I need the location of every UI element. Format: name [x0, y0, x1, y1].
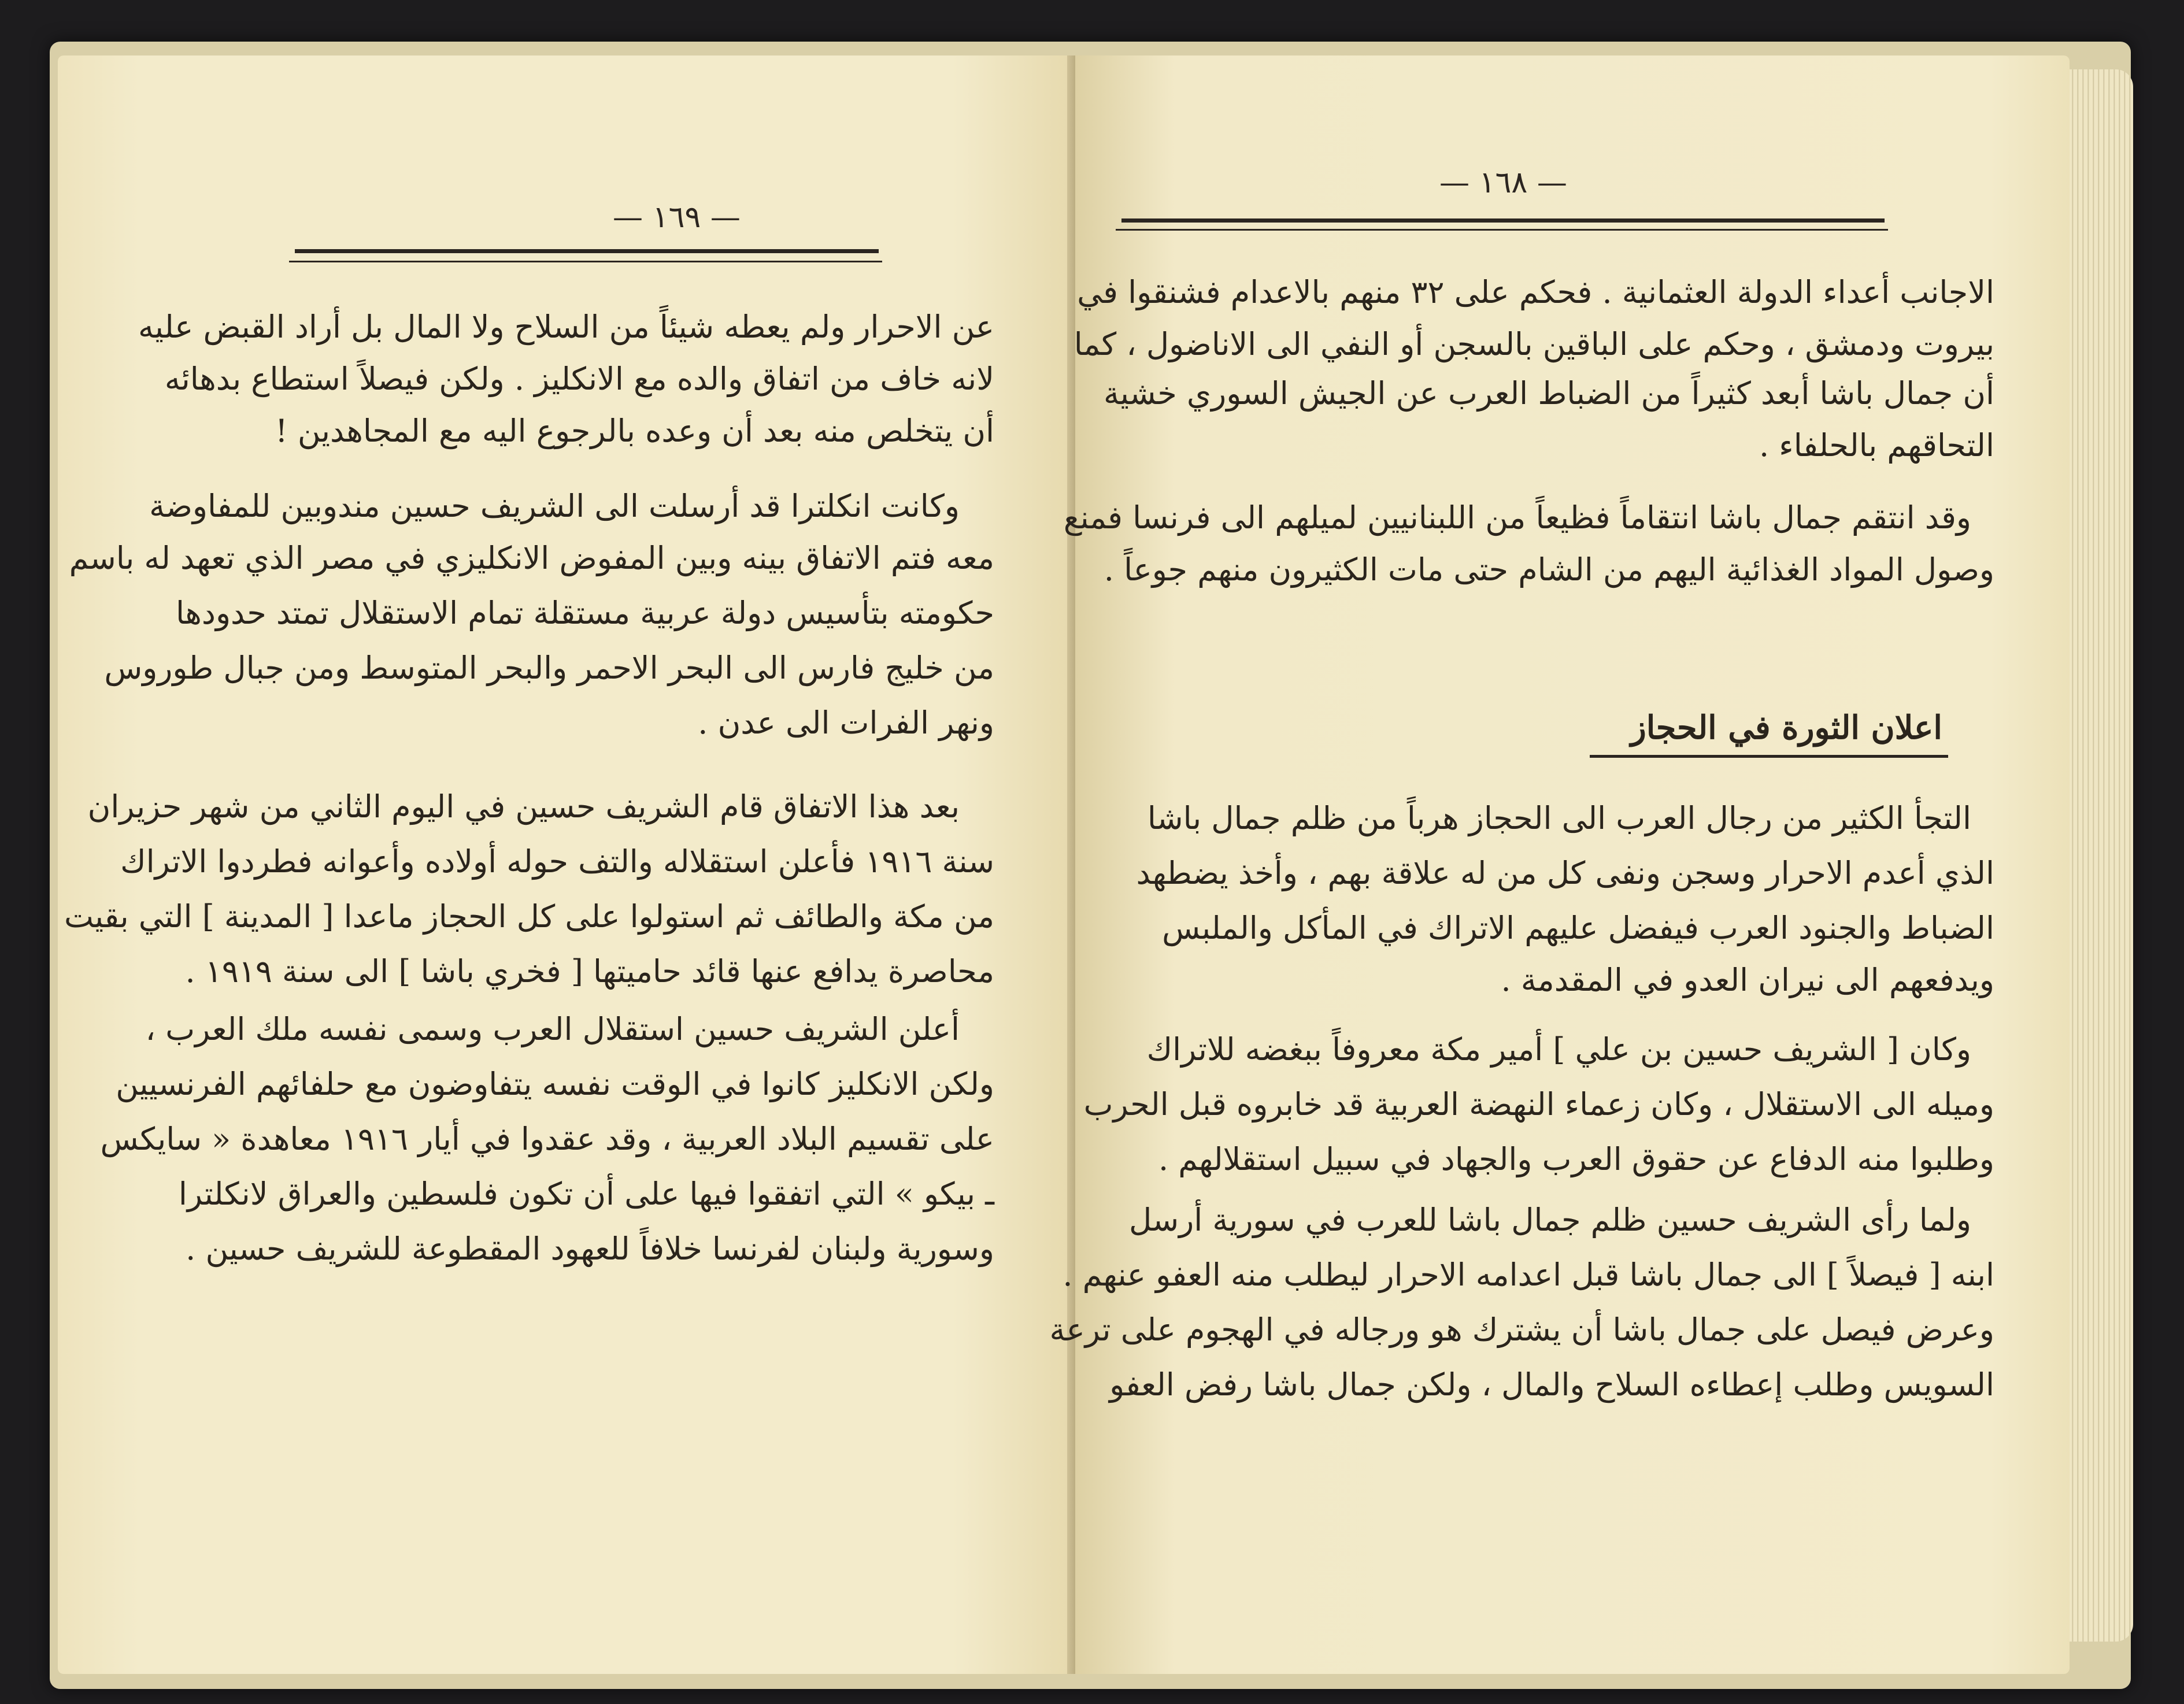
right-page-text-section	[1049, 738, 1994, 1605]
text-line: بيروت ودمشق ، وحكم على الباقين بالسجن أو النفي الى الاناضول ، كما	[1074, 326, 1994, 362]
text-line: معه فتم الاتفاق بينه وبين المفوض الانكليزي في مصر الذي تعهد له باسم	[69, 540, 994, 576]
text-line: وميله الى الاستقلال ، وكان زعماء النهضة العربية قد خابروه قبل الحرب	[1083, 1086, 1994, 1123]
text-line: الذي أعدم الاحرار وسجن ونفى كل من له علاقة بهم ، وأخذ يضطهد	[1136, 855, 1994, 891]
text-line: ـ بيكو » التي اتفقوا فيها على أن تكون فلسطين والعراق لانكلترا	[178, 1176, 994, 1212]
text-line: أن يتخلص منه بعد أن وعده بالرجوع اليه مع المجاهدين !	[275, 413, 994, 449]
text-line: محاصرة يدافع عنها قائد حاميتها [ فخري باشا ] الى سنة ١٩١٩ .	[185, 953, 994, 990]
text-line: وعرض فيصل على جمال باشا أن يشترك هو ورجاله في الهجوم على ترعة	[1049, 1312, 1994, 1348]
text-line: وكانت انكلترا قد أرسلت الى الشريف حسين مندوبين للمفاوضة	[149, 488, 960, 524]
text-line: وسورية ولبنان لفرنسا خلافاً للعهود المقطوعة للشريف حسين .	[186, 1231, 994, 1267]
text-line: أعلن الشريف حسين استقلال العرب وسمى نفسه ملك العرب ،	[145, 1011, 960, 1047]
text-line: التجأ الكثير من رجال العرب الى الحجاز هرباً من ظلم جمال باشا	[1147, 800, 1971, 836]
text-line: بعد هذا الاتفاق قام الشريف حسين في اليوم الثاني من شهر حزيران	[87, 788, 960, 825]
text-line: ولكن الانكليز كانوا في الوقت نفسه يتفاوضون مع حلفائهم الفرنسيين	[116, 1066, 994, 1102]
text-line: التحاقهم بالحلفاء .	[1759, 427, 1994, 464]
text-line: ونهر الفرات الى عدن .	[698, 705, 994, 741]
text-line: لانه خاف من اتفاق والده مع الانكليز . ولكن فيصلاً استطاع بدهائه	[164, 361, 994, 397]
text-line: عن الاحرار ولم يعطه شيئاً من السلاح ولا المال بل أراد القبض عليه	[138, 309, 994, 345]
page-number-right: — ١٦٨ —	[1439, 165, 1567, 200]
text-line: وصول المواد الغذائية اليهم من الشام حتى مات الكثيرون منهم جوعاً .	[1104, 551, 1994, 588]
text-line: من خليج فارس الى البحر الاحمر والبحر المتوسط ومن جبال طوروس	[104, 650, 994, 686]
text-line: وطلبوا منه الدفاع عن حقوق العرب والجهاد في سبيل استقلالهم .	[1158, 1141, 1994, 1177]
page-number-left: — ١٦٩ —	[613, 200, 741, 235]
left-page	[58, 55, 1075, 1674]
header-rule-left	[295, 249, 879, 253]
text-line: الضباط والجنود العرب فيفضل عليهم الاتراك في المأكل والملبس	[1162, 910, 1994, 946]
header-rule-right	[1121, 218, 1885, 223]
section-heading: اعلان الثورة في الحجاز	[1630, 709, 1942, 747]
text-line: على تقسيم البلاد العربية ، وقد عقدوا في أيار ١٩١٦ معاهدة « سايكس	[100, 1121, 994, 1157]
text-line: سنة ١٩١٦ فأعلن استقلاله والتف حوله أولاده وأعوانه فطردوا الاتراك	[120, 843, 994, 880]
text-line: ابنه [ فيصلاً ] الى جمال باشا قبل اعدامه الاحرار ليطلب منه العفو عنهم .	[1063, 1257, 1994, 1293]
text-line: وقد انتقم جمال باشا انتقاماً فظيعاً من اللبنانيين لميلهم الى فرنسا فمنع	[1063, 499, 1971, 536]
text-line: الاجانب أعداء الدولة العثمانية . فحكم على ٣٢ منهم بالاعدام فشنقوا في	[1077, 274, 1994, 310]
text-line: أن جمال باشا أبعد كثيراً من الضباط العرب عن الجيش السوري خشية	[1103, 375, 1994, 412]
text-line: حكومته بتأسيس دولة عربية مستقلة تمام الاستقلال تمتد حدودها	[175, 595, 994, 631]
right-page	[1049, 55, 2070, 1674]
left-page-text	[64, 287, 994, 1628]
text-line: السويس وطلب إعطاءه السلاح والمال ، ولكن جمال باشا رفض العفو	[1109, 1366, 1994, 1403]
text-line: من مكة والطائف ثم استولوا على كل الحجاز ماعدا [ المدينة ] التي بقيت	[64, 898, 994, 935]
text-line: ولما رأى الشريف حسين ظلم جمال باشا للعرب في سورية أرسل	[1128, 1202, 1971, 1238]
text-line: وكان [ الشريف حسين بن علي ] أمير مكة معروفاً ببغضه للاتراك	[1146, 1031, 1971, 1068]
header-rule-left-thin	[289, 261, 882, 262]
text-line: ويدفعهم الى نيران العدو في المقدمة .	[1501, 962, 1994, 998]
